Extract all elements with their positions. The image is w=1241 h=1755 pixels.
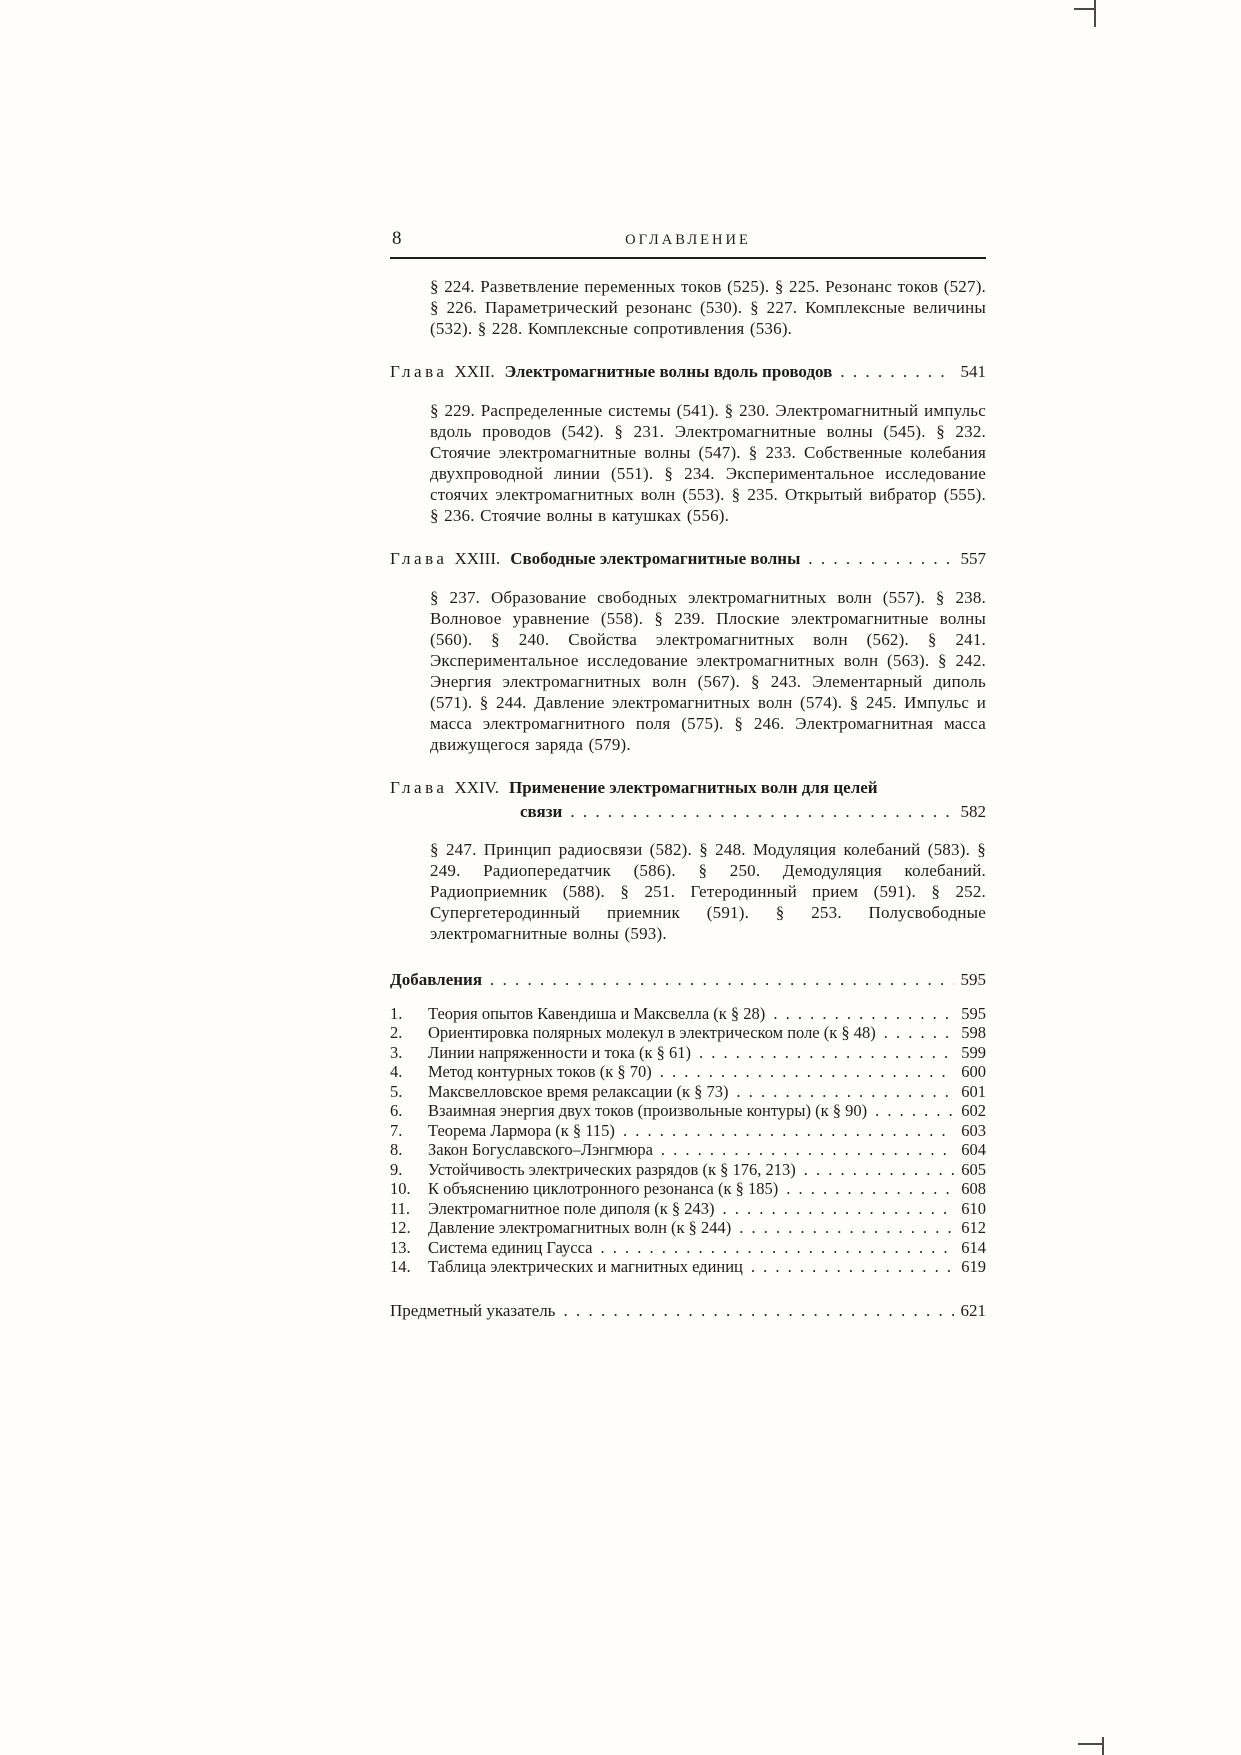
chapter-numeral: XXII. xyxy=(454,361,495,381)
addendum-item xyxy=(390,1257,986,1277)
addendum-label: Теория опытов Кавендиша и Максвелла (к § 28) xyxy=(428,1003,766,1023)
addendum-label: Теорема Лармора (к § 115) xyxy=(428,1120,615,1140)
addendum-label: Давление электромагнитных волн (к § 244) xyxy=(428,1218,732,1237)
chapter-entry-xxiv-line1 xyxy=(390,777,986,799)
dot-leader xyxy=(570,802,953,822)
chapter-entry-xxiv-line2 xyxy=(520,802,986,822)
addendum-page: 598 xyxy=(961,1023,986,1042)
subject-index-page: 621 xyxy=(960,1300,986,1320)
chapter-entry-xxii xyxy=(390,361,986,383)
addendum-label: Взаимная энергия двух токов (произвольные контуры) (к § 90) xyxy=(428,1101,868,1120)
dot-leader xyxy=(786,1179,954,1199)
addendum-number: 11. xyxy=(390,1198,411,1218)
addendum-number: 6. xyxy=(390,1101,403,1120)
addendum-item xyxy=(390,1043,986,1063)
addendum-item xyxy=(390,1062,986,1082)
chapter-numeral: XXIV. xyxy=(454,777,499,797)
running-title: ОГЛАВЛЕНИЕ xyxy=(625,232,751,248)
dot-leader xyxy=(736,1082,954,1102)
addenda-page-number: 595 xyxy=(960,969,986,989)
addendum-page: 602 xyxy=(961,1101,986,1120)
chapter-title: Электромагнитные волны вдоль проводов xyxy=(504,361,833,381)
dot-leader xyxy=(804,1160,955,1180)
dot-leader xyxy=(723,1199,955,1219)
dot-leader xyxy=(840,361,953,383)
dot-leader xyxy=(884,1023,954,1043)
addendum-item xyxy=(390,1101,986,1121)
addendum-number: 5. xyxy=(390,1081,403,1101)
addendum-number: 1. xyxy=(390,1003,403,1023)
addenda-title: Добавления xyxy=(390,969,483,989)
dot-leader xyxy=(699,1043,954,1063)
addendum-number: 4. xyxy=(390,1062,403,1081)
addendum-page: 595 xyxy=(961,1003,986,1023)
subject-index-label: Предметный указатель xyxy=(390,1300,556,1320)
dot-leader xyxy=(875,1101,954,1121)
dot-leader xyxy=(661,1140,954,1160)
addendum-item xyxy=(390,1179,986,1199)
addendum-number: 10. xyxy=(390,1179,411,1198)
page-number: 8 xyxy=(392,228,402,249)
header-rule xyxy=(390,257,986,259)
chapter-word: Глава xyxy=(390,361,448,381)
addendum-page: 610 xyxy=(961,1198,986,1218)
addendum-label: Закон Богуславского–Лэнгмюра xyxy=(428,1140,653,1159)
chapter-title: Применение электромагнитных волн для целей xyxy=(509,777,878,797)
sections-paragraph-xxii: § 229. Распределенные системы (541). § 230. Электромагнитный импульс вдоль проводов (542). § 231. Электромагнитные волны (545). § 232. Стоячие электромагнитные волны (547). § 233. Собственные колебания двухпроводной линии (551). § 234. Экспериментальное исследование стоячих электромагнитных волн (553). § 235. Открытый вибратор (555). § 236. Стоячие волны в катушках (556). xyxy=(430,400,986,525)
addendum-item xyxy=(390,1121,986,1141)
chapter-page-number: 582 xyxy=(960,801,986,821)
addendum-label: К объяснению циклотронного резонанса (к § 185) xyxy=(428,1179,779,1198)
chapter-title: Свободные электромагнитные волны xyxy=(510,548,801,568)
chapter-page-number: 557 xyxy=(960,548,986,568)
chapter-xxii-heading xyxy=(390,361,832,383)
addendum-number: 3. xyxy=(390,1042,403,1062)
dot-leader xyxy=(751,1257,954,1277)
addendum-item xyxy=(390,1004,986,1024)
chapter-xxiii-heading xyxy=(390,548,800,570)
addendum-item xyxy=(390,1082,986,1102)
toc-content-column xyxy=(390,228,986,1321)
dot-leader xyxy=(600,1238,954,1258)
addendum-page: 601 xyxy=(961,1081,986,1101)
addendum-number: 8. xyxy=(390,1140,403,1159)
addendum-label: Электромагнитное поле диполя (к § 243) xyxy=(428,1198,715,1218)
addendum-item xyxy=(390,1160,986,1180)
addenda-heading xyxy=(390,970,986,990)
chapter-word: Глава xyxy=(390,548,448,568)
addendum-label: Система единиц Гаусса xyxy=(428,1237,593,1257)
addendum-number: 13. xyxy=(390,1237,411,1257)
addendum-page: 608 xyxy=(961,1179,986,1198)
crop-mark-bottom-right-horizontal xyxy=(1078,1743,1104,1745)
addendum-page: 600 xyxy=(961,1062,986,1081)
sections-paragraph-xxiii: § 237. Образование свободных электромагнитных волн (557). § 238. Волновое уравнение (558). § 239. Плоские электромагнитные волны (560). § 240. Свойства электромагнитных волн (562). § 241. Экспериментальное исследование электромагнитных волн (563). § 242. Энергия электромагнитных волн (567). § 243. Элементарный диполь (571). § 244. Давление электромагнитных волн (574). § 245. Импульс и масса электромагнитного поля (575). § 246. Электромагнитная масса движущегося заряда (579). xyxy=(430,587,986,754)
addendum-number: 7. xyxy=(390,1120,403,1140)
addendum-label: Устойчивость электрических разрядов (к § 176, 213) xyxy=(428,1159,796,1179)
dot-leader xyxy=(490,970,953,990)
chapter-entry-xxiii xyxy=(390,548,986,570)
addenda-list xyxy=(390,1004,986,1277)
sections-paragraph-xxiv: § 247. Принцип радиосвязи (582). § 248. Модуляция колебаний (583). § 249. Радиопередатчик (586). § 250. Демодуляция колебаний. Радиоприемник (588). § 251. Гетеродинный прием (591). § 252. Супергетеродинный приемник (591). § 253. Полусвободные электромагнитные волны (593). xyxy=(430,839,986,943)
addendum-item xyxy=(390,1238,986,1258)
sections-paragraph-previous-chapter: § 224. Разветвление переменных токов (525). § 225. Резонанс токов (527). § 226. Параметрический резонанс (530). § 227. Комплексные величины (532). § 228. Комплексные сопротивления (536). xyxy=(430,276,986,338)
addendum-number: 9. xyxy=(390,1159,403,1179)
addendum-page: 612 xyxy=(961,1218,986,1237)
chapter-numeral: XXIII. xyxy=(454,548,501,568)
addendum-number: 14. xyxy=(390,1257,411,1276)
crop-mark-top-right-horizontal xyxy=(1074,8,1095,10)
addendum-label: Линии напряженности и тока (к § 61) xyxy=(428,1042,691,1062)
dot-leader xyxy=(623,1121,954,1141)
addendum-item xyxy=(390,1140,986,1160)
crop-mark-bottom-right-vertical xyxy=(1102,1737,1104,1755)
addendum-item xyxy=(390,1023,986,1043)
addendum-item xyxy=(390,1199,986,1219)
chapter-word: Глава xyxy=(390,777,448,797)
addendum-number: 2. xyxy=(390,1023,403,1042)
dot-leader xyxy=(660,1062,955,1082)
crop-mark-top-right-vertical xyxy=(1094,0,1096,27)
chapter-page-number: 541 xyxy=(960,361,986,381)
addendum-page: 603 xyxy=(961,1120,986,1140)
addendum-page: 605 xyxy=(961,1159,986,1179)
dot-leader xyxy=(808,548,953,570)
addendum-label: Ориентировка полярных молекул в электрическом поле (к § 48) xyxy=(428,1023,876,1042)
chapter-title-continued: связи xyxy=(520,801,563,821)
addendum-number: 12. xyxy=(390,1218,411,1237)
addendum-page: 614 xyxy=(961,1237,986,1257)
addendum-page: 599 xyxy=(961,1042,986,1062)
addendum-label: Максвелловское время релаксации (к § 73) xyxy=(428,1081,729,1101)
dot-leader xyxy=(739,1218,954,1238)
addendum-item xyxy=(390,1218,986,1238)
addendum-page: 619 xyxy=(961,1257,986,1276)
addendum-label: Метод контурных токов (к § 70) xyxy=(428,1062,652,1081)
addendum-page: 604 xyxy=(961,1140,986,1159)
addendum-label: Таблица электрических и магнитных единиц xyxy=(428,1257,743,1276)
subject-index-entry xyxy=(390,1301,986,1321)
running-head xyxy=(390,228,986,254)
dot-leader xyxy=(563,1301,953,1321)
dot-leader xyxy=(773,1004,954,1024)
